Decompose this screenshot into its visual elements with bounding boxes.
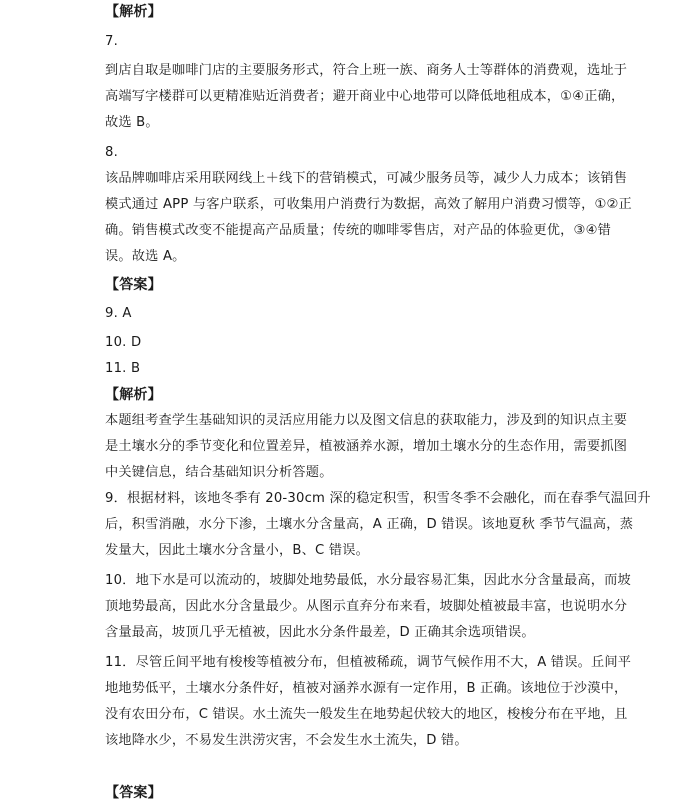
paragraph-line: 模式通过 APP 与客户联系，可收集用户消费行为数据，高效了解用户消费习惯等，①②正: [105, 197, 632, 212]
paragraph-line: 10．地下水是可以流动的，坡脚处地势最低，水分最容易汇集，因此水分含量最高，而坡: [105, 573, 631, 588]
paragraph-line: 后，积雪消融，水分下渗，土壤水分含量高，A 正确，D 错误。该地夏秋 季节气温高，蒸: [105, 517, 634, 532]
paragraph-line: 到店自取是咖啡门店的主要服务形式，符合上班一族、商务人士等群体的消费观，选址于: [105, 63, 628, 78]
paragraph-line: 11．尽管丘间平地有梭梭等植被分布，但植被稀疏，调节气候作用不大，A 错误。丘间平: [105, 655, 632, 670]
question-number-7: 7.: [105, 34, 118, 49]
paragraph-line: 地地势低平，土壤水分条件好，植被对涵养水源有一定作用，B 正确。该地位于沙漠中，: [105, 681, 628, 696]
answer-line: 10. D: [105, 335, 142, 350]
paragraph-line: 含量最高，坡顶几乎无植被，因此水分条件最差，D 正确其余选项错误。: [105, 625, 535, 640]
paragraph-line: 中关键信息，结合基础知识分析答题。: [105, 465, 333, 480]
paragraph-line: 高端写字楼群可以更精准贴近消费者；避开商业中心地带可以降低地租成本，①④正确，: [105, 89, 625, 104]
paragraph-line: 是土壤水分的季节变化和位置差异，植被涵养水源，增加土壤水分的生态作用，需要抓图: [105, 439, 628, 454]
paragraph-line: 本题组考查学生基础知识的灵活应用能力以及图文信息的获取能力，涉及到的知识点主要: [105, 413, 628, 428]
section-heading-analysis: 【解析】: [105, 387, 162, 403]
paragraph-line: 该品牌咖啡店采用联网线上＋线下的营销模式，可减少服务员等，减少人力成本；该销售: [105, 171, 628, 186]
paragraph-line: 故选 B。: [105, 115, 159, 130]
section-heading-answer: 【答案】: [105, 785, 162, 801]
paragraph-line: 确。销售模式改变不能提高产品质量；传统的咖啡零售店，对产品的体验更优，③④错: [105, 223, 611, 238]
section-heading-answer: 【答案】: [105, 277, 162, 293]
answer-line: 11. B: [105, 361, 141, 376]
paragraph-line: 顶地势最高，因此水分含量最少。从图示直弃分布来看，坡脚处植被最丰富，也说明水分: [105, 599, 628, 614]
paragraph-line: 该地降水少，不易发生洪涝灾害，不会发生水土流失，D 错。: [105, 733, 468, 748]
paragraph-line: 误。故选 A。: [105, 249, 186, 264]
answer-line: 9. A: [105, 306, 132, 321]
question-number-8: 8.: [105, 145, 118, 160]
paragraph-line: 发量大，因此土壤水分含量小，B、C 错误。: [105, 543, 370, 558]
paragraph-line: 9．根据材料，该地冬季有 20-30cm 深的稳定积雪，积雪冬季不会融化，而在春季气温回升: [105, 491, 651, 506]
paragraph-line: 没有农田分布，C 错误。水土流失一般发生在地势起伏较大的地区，梭梭分布在平地，且: [105, 707, 628, 722]
section-heading-analysis: 【解析】: [105, 4, 162, 20]
